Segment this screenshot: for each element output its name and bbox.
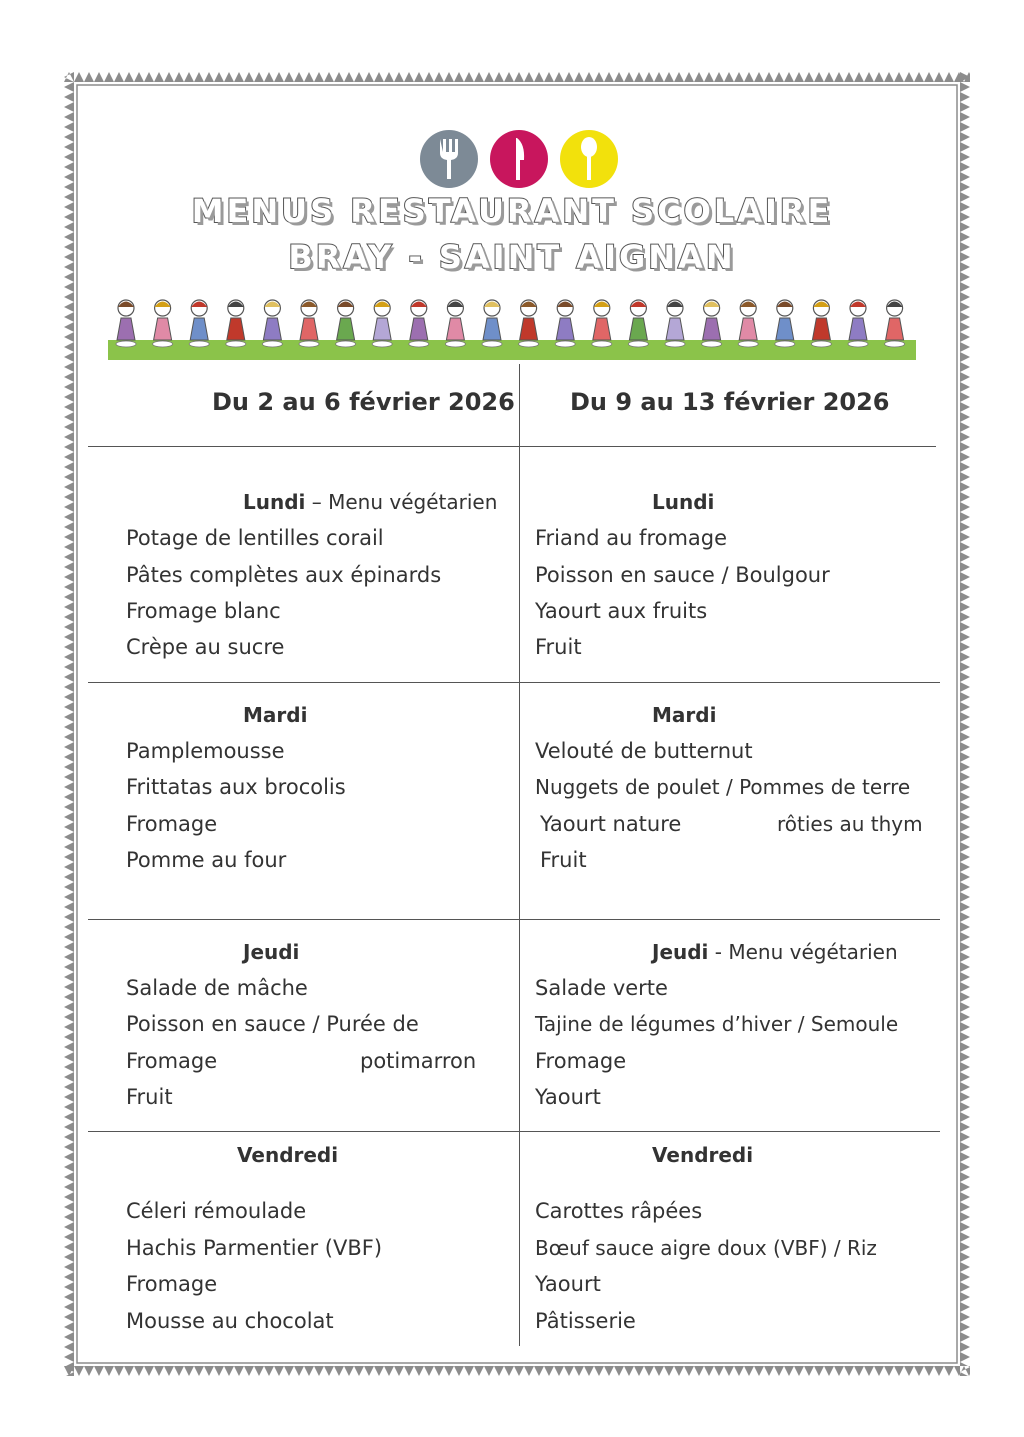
frame-inner-line	[77, 85, 957, 1363]
menu-item: Mousse au chocolat	[126, 1309, 334, 1333]
menu-item: Bœuf sauce aigre doux (VBF) / Riz	[535, 1236, 877, 1260]
menu-item: Fromage	[126, 812, 218, 836]
column-divider	[519, 364, 520, 1346]
week-2-header: Du 9 au 13 février 2026	[570, 388, 890, 416]
row-divider	[88, 919, 940, 920]
day-thursday-week-2: Jeudi - Menu végétarien	[652, 940, 898, 964]
menu-item: Yaourt	[535, 1272, 601, 1296]
child-figure	[592, 300, 612, 347]
child-figure	[665, 300, 685, 347]
child-figure	[116, 300, 136, 347]
child-figure	[885, 300, 905, 347]
child-figure	[189, 300, 209, 347]
menu-item: Crèpe au sucre	[126, 635, 285, 659]
day-thursday-week-1: Jeudi	[243, 940, 300, 964]
child-figure	[226, 300, 246, 347]
spoon-glyph	[578, 136, 600, 182]
menu-item: Friand au fromage	[535, 526, 728, 550]
menu-item: Pomme au four	[126, 848, 287, 872]
fork-glyph	[436, 137, 462, 181]
logo-row	[0, 130, 1024, 190]
menu-item: Poisson en sauce / Purée de	[126, 1012, 419, 1036]
menu-item: Nuggets de poulet / Pommes de terre	[535, 775, 911, 799]
child-figure	[811, 300, 831, 347]
menu-item: Céleri rémoulade	[126, 1199, 307, 1223]
menu-item: Pâtisserie	[535, 1309, 636, 1333]
menu-item: Salade de mâche	[126, 976, 308, 1000]
child-figure	[299, 300, 319, 347]
menu-item: Fruit	[126, 1085, 173, 1109]
knife-glyph	[509, 136, 529, 182]
child-figure	[153, 300, 173, 347]
header-divider	[88, 446, 936, 447]
menu-item: Velouté de butternut	[535, 739, 753, 763]
child-figure	[738, 300, 758, 347]
child-figure	[519, 300, 539, 347]
menu-item: Salade verte	[535, 976, 668, 1000]
row-divider	[88, 1131, 940, 1132]
child-figure	[775, 300, 795, 347]
knife-icon	[490, 130, 548, 188]
menu-item: Fromage	[126, 1049, 218, 1073]
child-figure	[336, 300, 356, 347]
day-monday-week-1: Lundi – Menu végétarien	[243, 490, 498, 514]
menu-item: Fromage blanc	[126, 599, 281, 623]
child-figure	[372, 300, 392, 347]
menu-item: Yaourt nature	[540, 812, 682, 836]
day-friday-week-1: Vendredi	[237, 1143, 339, 1167]
day-friday-week-2: Vendredi	[652, 1143, 754, 1167]
menu-item: Poisson en sauce / Boulgour	[535, 563, 830, 587]
menu-item: Hachis Parmentier (VBF)	[126, 1236, 383, 1260]
menu-item-continuation: rôties au thym	[777, 812, 923, 836]
menu-item: Fromage	[126, 1272, 218, 1296]
child-figure	[445, 300, 465, 347]
menu-item: Pâtes complètes aux épinards	[126, 563, 442, 587]
menu-item: Tajine de légumes d’hiver / Semoule	[535, 1012, 899, 1036]
child-figure	[409, 300, 429, 347]
spoon-icon	[560, 130, 618, 188]
menu-item: Fruit	[535, 635, 582, 659]
menu-item: Yaourt aux fruits	[535, 599, 708, 623]
child-figure	[262, 300, 282, 347]
menu-item-continuation: potimarron	[360, 1049, 477, 1073]
menu-item: Frittatas aux brocolis	[126, 775, 346, 799]
menu-item: Yaourt	[535, 1085, 601, 1109]
fork-icon	[420, 130, 478, 188]
day-tuesday-week-1: Mardi	[243, 703, 308, 727]
menu-item: Fromage	[535, 1049, 627, 1073]
row-divider	[88, 682, 940, 683]
vegetarian-tag: - Menu végétarien	[708, 940, 898, 964]
child-figure	[482, 300, 502, 347]
child-figure	[628, 300, 648, 347]
week-1-header: Du 2 au 6 février 2026	[212, 388, 515, 416]
menu-item: Carottes râpées	[535, 1199, 703, 1223]
page-title-line-2: BRAY - SAINT AIGNAN	[288, 238, 736, 276]
menu-item: Fruit	[540, 848, 587, 872]
day-tuesday-week-2: Mardi	[652, 703, 717, 727]
child-figure	[702, 300, 722, 347]
child-figure	[848, 300, 868, 347]
children-at-table-illustration	[108, 296, 916, 360]
day-monday-week-2: Lundi	[652, 490, 715, 514]
menu-item: Potage de lentilles corail	[126, 526, 384, 550]
vegetarian-tag: – Menu végétarien	[305, 490, 498, 514]
menu-item: Pamplemousse	[126, 739, 285, 763]
page-title-line-1: MENUS RESTAURANT SCOLAIRE	[191, 192, 833, 230]
child-figure	[555, 300, 575, 347]
